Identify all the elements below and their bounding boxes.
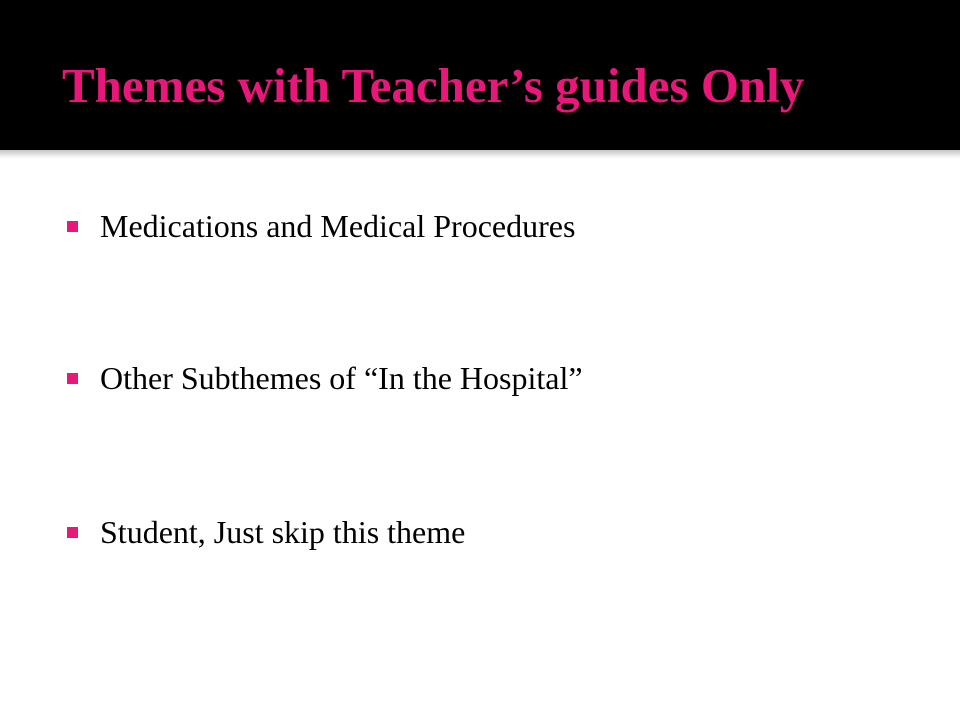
square-bullet-icon	[67, 221, 78, 232]
square-bullet-icon	[67, 527, 78, 538]
bullet-item	[67, 206, 575, 246]
bullet-item	[67, 512, 465, 552]
bullet-item	[67, 358, 583, 398]
square-bullet-icon	[67, 373, 78, 384]
bullet-text: Medications and Medical Procedures	[100, 207, 576, 244]
bullet-text: Student, Just skip this theme	[100, 513, 466, 550]
slide-title: Themes with Teacher’s guides Only	[62, 58, 805, 113]
bullet-text: Other Subthemes of “In the Hospital”	[100, 359, 583, 396]
